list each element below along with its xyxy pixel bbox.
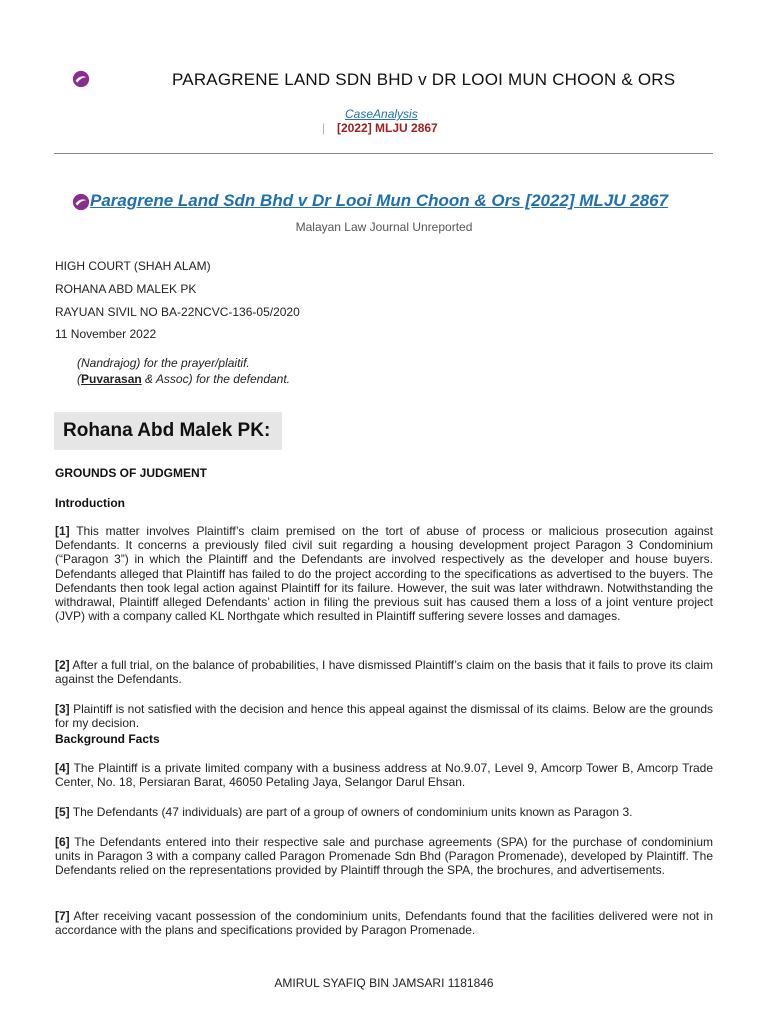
introduction-heading: Introduction (55, 496, 125, 510)
court: HIGH COURT (SHAH ALAM) (55, 259, 211, 273)
judgment-date: 11 November 2022 (55, 327, 157, 341)
paragraph: [1] This matter involves Plaintiff’s claim premised on the tort of abuse of process or malicious prosecution against Defendants. It concerns a previously filed civil suit regarding a housing development project Paragon 3 Condominium (“Paragon 3”) in which the Plaintiff and the Defendants are involved respectively as the developer and house buyers. Defendants alleged that Plaintiff has failed to do the project according to the specifications as advertised to the buyers. The Defendants then took legal action against Plaintiff for its failure. However, the suit was later withdrawn. Notwithstanding the withdrawal, Plaintiff alleged Defendants’ action in filing the previous suit has caused them a loss of a joint venture project (JVP) with a company called KL Northgate which resulted in Plaintiff suffering severe losses and damages. (55, 524, 714, 624)
grounds-heading: GROUNDS OF JUDGMENT (55, 466, 208, 480)
header-title: PARAGRENE LAND SDN BHD v DR LOOI MUN CHOON & ORS (172, 70, 676, 89)
paragraph: [4] The Plaintiff is a private limited company with a business address at No.9.07, Level 9, Amcorp Tower B, Amcorp Trade Center, No. 18, Persiaran Barat, 46050 Petaling Jaya, Selangor Darul Ehsan. (55, 761, 713, 790)
paragraph: [6] The Defendants entered into their respective sale and purchase agreements (SPA) for the purchase of condominium units in Paragon 3 with a company called Paragon Promenade Sdn Bhd (Paragon Promenade), developed by Plaintiff. The Defendants relied on the representations provided by Plaintiff through the SPA, the brochures, and advertisements. (55, 835, 713, 878)
judge-heading: Rohana Abd Malek PK: (63, 420, 271, 441)
paragraph: [5] The Defendants (47 individuals) are part of a group of owners of condominium units known as Paragon 3. (55, 805, 633, 819)
background-facts-heading: Background Facts (55, 732, 160, 746)
lexis-swirl-icon (72, 193, 90, 211)
divider (54, 153, 713, 154)
counsel-defendant: (Puvarasan & Assoc) for the defendant. (77, 372, 291, 386)
journal-name: Malayan Law Journal Unreported (295, 220, 473, 234)
paragraph: [2] After a full trial, on the balance of probabilities, I have dismissed Plaintiff’s claim on the basis that it fails to prove its claim against the Defendants. (55, 658, 713, 687)
case-analysis-link[interactable]: CaseAnalysis (345, 107, 418, 121)
footer-author: AMIRUL SYAFIQ BIN JAMSARI 1181846 (274, 976, 494, 990)
paragraph: [7] After receiving vacant possession of the condominium units, Defendants found that the facilities delivered were not in accordance with the plans and specifications provided by Paragon Promenade. (55, 909, 713, 938)
separator: | (322, 121, 326, 135)
counsel-plaintiff: (Nandrajog) for the prayer/plaitif. (77, 356, 250, 370)
lexis-swirl-icon (72, 70, 90, 88)
case-title-link[interactable]: Paragrene Land Sdn Bhd v Dr Looi Mun Choon & Ors [2022] MLJU 2867 (90, 191, 669, 210)
paragraph: [3] Plaintiff is not satisfied with the decision and hence this appeal against the dismissal of its claims. Below are the grounds for my decision. (55, 702, 713, 731)
counsel-firm: Puvarasan (81, 372, 142, 386)
case-number: RAYUAN SIVIL NO BA-22NCVC-136-05/2020 (55, 305, 300, 319)
citation: [2022] MLJU 2867 (337, 121, 438, 135)
judge: ROHANA ABD MALEK PK (55, 282, 197, 296)
